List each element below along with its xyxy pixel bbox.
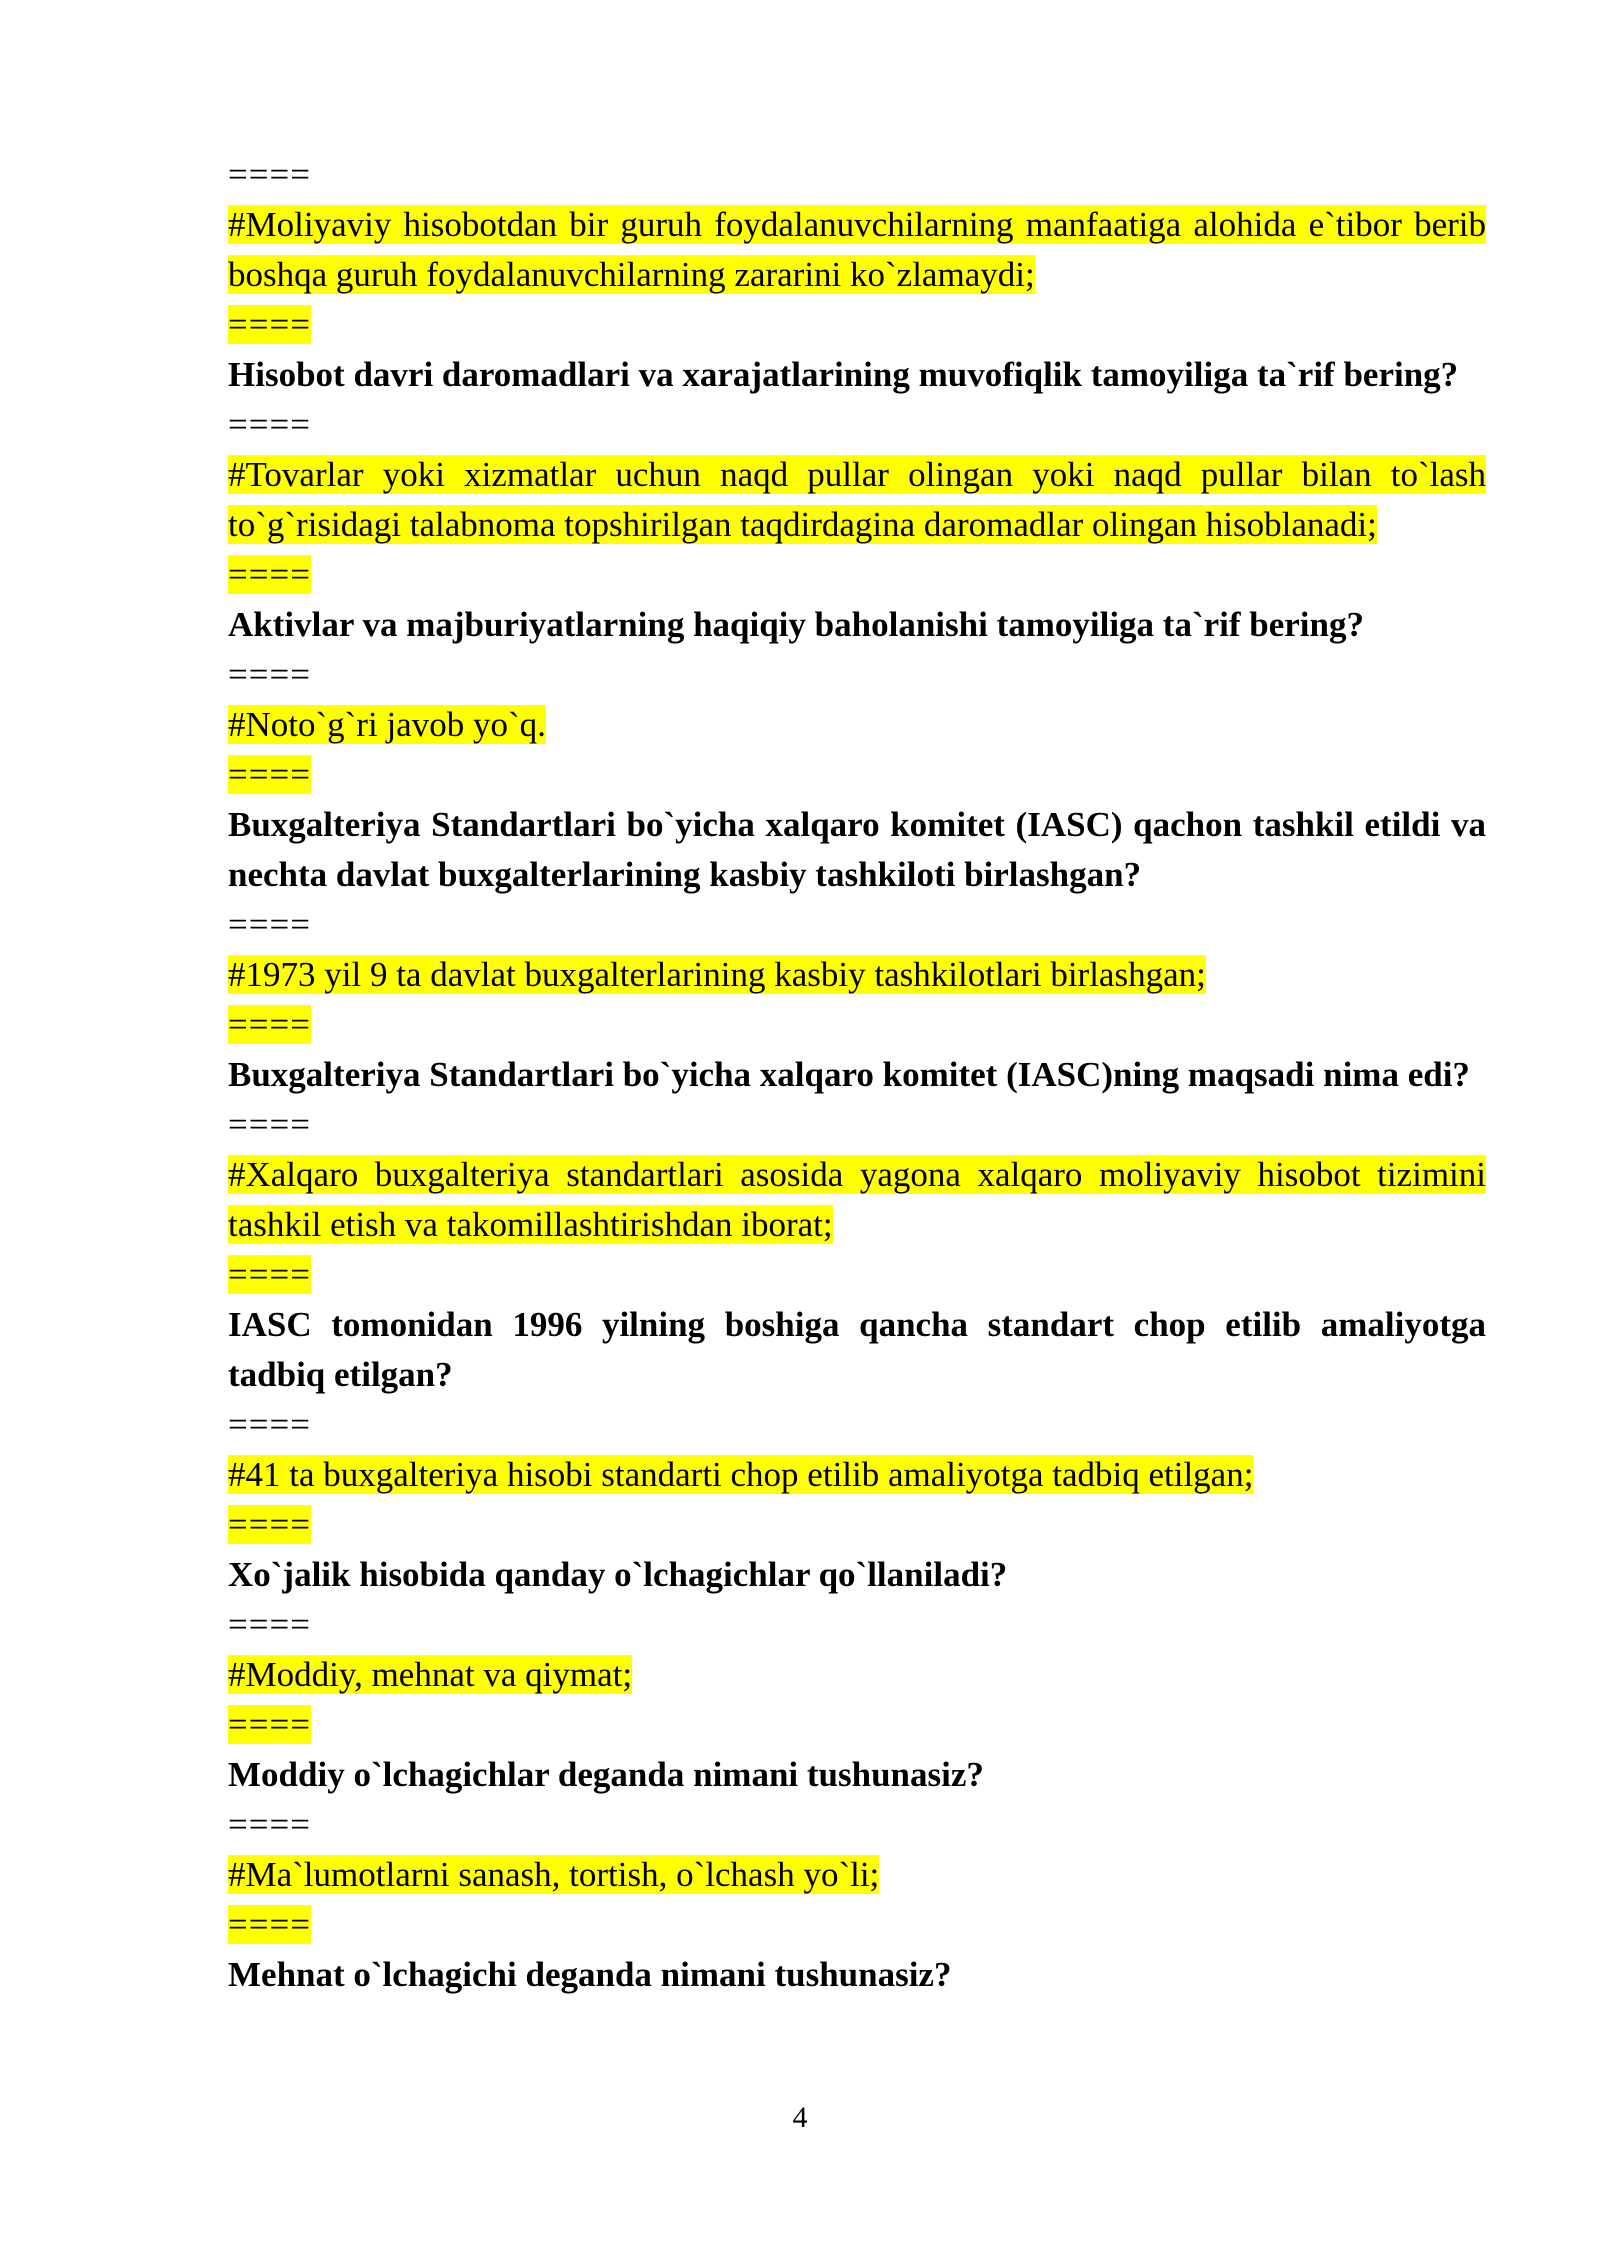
separator-line bbox=[228, 300, 1486, 350]
highlighted-answer: #1973 yil 9 ta davlat buxgalterlarining kasbiy tashkilotlari birlashgan; bbox=[228, 955, 1206, 994]
separator-line bbox=[228, 1900, 1486, 1950]
answer-text bbox=[228, 1450, 1486, 1500]
question-text bbox=[228, 1750, 1486, 1800]
separator-text: ==== bbox=[228, 1105, 311, 1144]
separator-line bbox=[228, 150, 1486, 200]
question-label: Xo`jalik hisobida qanday o`lchagichlar qo`llaniladi? bbox=[228, 1555, 1008, 1594]
separator-line bbox=[228, 1250, 1486, 1300]
separator-line bbox=[228, 1700, 1486, 1750]
question-text bbox=[228, 800, 1486, 900]
highlighted-answer: #Moliyaviy hisobotdan bir guruh foydalanuvchilarning manfaatiga alohida e`tibor berib boshqa guruh foydalanuvchilarning zararini ko`zlamaydi; bbox=[228, 205, 1486, 294]
highlighted-answer: #Ma`lumotlarni sanash, tortish, o`lchash yo`li; bbox=[228, 1855, 880, 1894]
separator-line bbox=[228, 400, 1486, 450]
page-number: 4 bbox=[792, 2101, 808, 2134]
question-text bbox=[228, 1300, 1486, 1400]
separator-text: ==== bbox=[228, 1405, 311, 1444]
highlighted-answer: #Moddiy, mehnat va qiymat; bbox=[228, 1655, 633, 1694]
answer-text bbox=[228, 200, 1486, 300]
separator-text: ==== bbox=[228, 305, 311, 344]
separator-line bbox=[228, 650, 1486, 700]
separator-text: ==== bbox=[228, 905, 311, 944]
answer-text bbox=[228, 700, 1486, 750]
highlighted-answer: #41 ta buxgalteriya hisobi standarti chop etilib amaliyotga tadbiq etilgan; bbox=[228, 1455, 1254, 1494]
question-label: Buxgalteriya Standartlari bo`yicha xalqaro komitet (IASC)ning maqsadi nima edi? bbox=[228, 1055, 1470, 1094]
question-text bbox=[228, 600, 1486, 650]
separator-line bbox=[228, 550, 1486, 600]
separator-line bbox=[228, 1500, 1486, 1550]
question-label: Aktivlar va majburiyatlarning haqiqiy baholanishi tamoyiliga ta`rif bering? bbox=[228, 605, 1364, 644]
highlighted-answer: #Noto`g`ri javob yo`q. bbox=[228, 705, 546, 744]
separator-text: ==== bbox=[228, 1005, 311, 1044]
question-label: Mehnat o`lchagichi deganda nimani tushunasiz? bbox=[228, 1955, 952, 1994]
answer-text bbox=[228, 950, 1486, 1000]
separator-line bbox=[228, 1000, 1486, 1050]
separator-text: ==== bbox=[228, 155, 311, 194]
question-label: Moddiy o`lchagichlar deganda nimani tushunasiz? bbox=[228, 1755, 984, 1794]
separator-text: ==== bbox=[228, 1505, 311, 1544]
separator-text: ==== bbox=[228, 1255, 311, 1294]
separator-text: ==== bbox=[228, 1805, 311, 1844]
question-text bbox=[228, 1550, 1486, 1600]
answer-text bbox=[228, 1850, 1486, 1900]
question-text bbox=[228, 1950, 1486, 2000]
highlighted-answer: #Xalqaro buxgalteriya standartlari asosida yagona xalqaro moliyaviy hisobot tizimini tashkil etish va takomillashtirishdan iborat; bbox=[228, 1155, 1486, 1244]
separator-line bbox=[228, 1400, 1486, 1450]
question-label: IASC tomonidan 1996 yilning boshiga qancha standart chop etilib amaliyotga tadbiq etilgan? bbox=[228, 1305, 1486, 1394]
answer-text bbox=[228, 1650, 1486, 1700]
document-page bbox=[228, 150, 1486, 2000]
question-text bbox=[228, 1050, 1486, 1100]
separator-text: ==== bbox=[228, 1705, 311, 1744]
separator-text: ==== bbox=[228, 405, 311, 444]
separator-text: ==== bbox=[228, 755, 311, 794]
separator-line bbox=[228, 1100, 1486, 1150]
answer-text bbox=[228, 450, 1486, 550]
highlighted-answer: #Tovarlar yoki xizmatlar uchun naqd pullar olingan yoki naqd pullar bilan to`lash to`g`risidagi talabnoma topshirilgan taqdirdagina daromadlar olingan hisoblanadi; bbox=[228, 455, 1486, 544]
separator-line bbox=[228, 1800, 1486, 1850]
separator-text: ==== bbox=[228, 1605, 311, 1644]
question-label: Buxgalteriya Standartlari bo`yicha xalqaro komitet (IASC) qachon tashkil etildi va nechta davlat buxgalterlarining kasbiy tashkiloti birlashgan? bbox=[228, 805, 1486, 894]
separator-text: ==== bbox=[228, 1905, 311, 1944]
answer-text bbox=[228, 1150, 1486, 1250]
separator-line bbox=[228, 900, 1486, 950]
separator-line bbox=[228, 750, 1486, 800]
separator-line bbox=[228, 1600, 1486, 1650]
separator-text: ==== bbox=[228, 555, 311, 594]
question-label: Hisobot davri daromadlari va xarajatlarining muvofiqlik tamoyiliga ta`rif bering? bbox=[228, 355, 1459, 394]
separator-text: ==== bbox=[228, 655, 311, 694]
question-text bbox=[228, 350, 1486, 400]
